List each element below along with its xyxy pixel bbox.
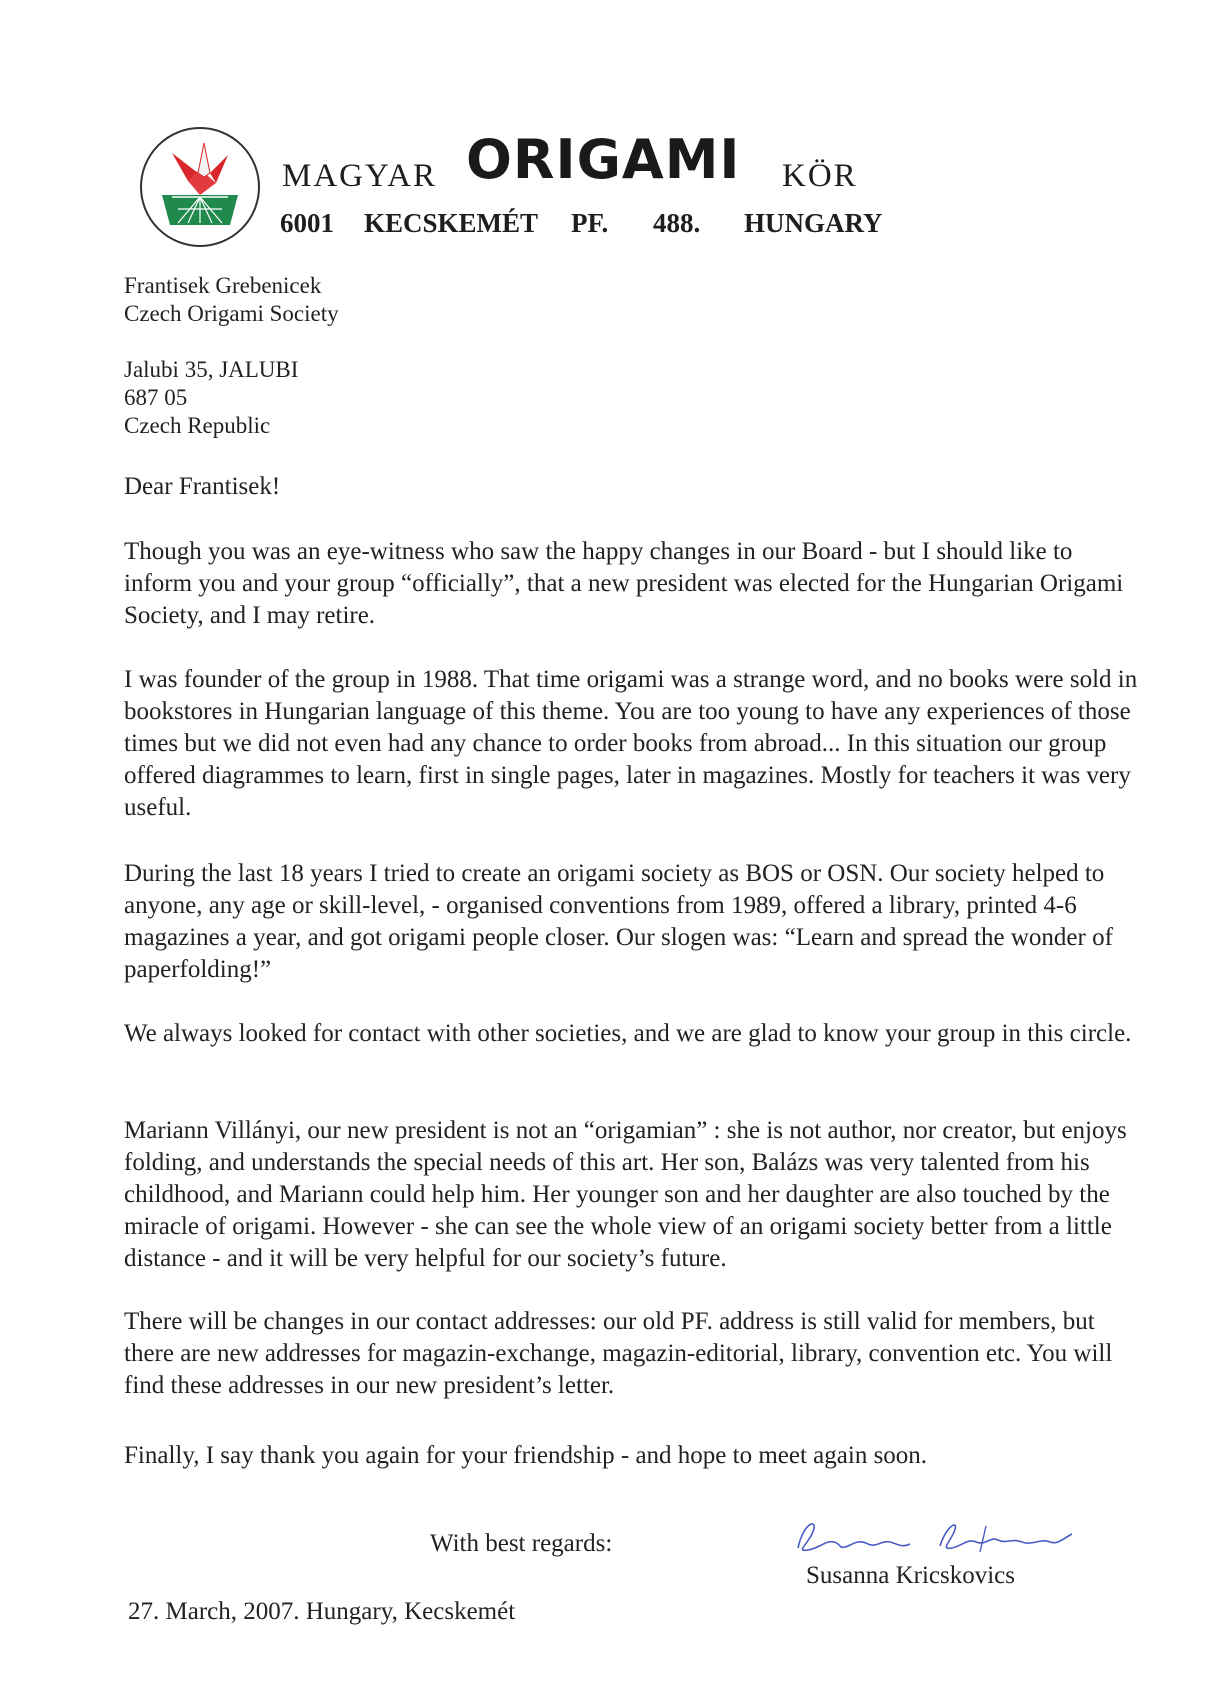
paragraph-thanks: Finally, I say thank you again for your friendship - and hope to meet again soon. xyxy=(124,1442,928,1469)
signer-name: Susanna Kricskovics xyxy=(806,1562,1015,1589)
paragraph-new-president: Mariann Villányi, our new president is not an “origamian” : she is not author, nor creator, but enjoys folding, and understands the special needs of this art. Her son, Balázs was very talented from his childhood, and Mariann could help him. Her younger son and her daughter are also touched by the miracle of origami. However - she can see the whole view of an origami society better from a little distance - and it will be very helpful for our society’s future. xyxy=(124,1117,1127,1272)
letterhead-kor: KÖR xyxy=(782,158,858,194)
handwritten-signature xyxy=(790,1512,1080,1560)
paragraph-announcement: Though you was an eye-witness who saw the happy changes in our Board - but I should like to inform you and your group “officially”, that a new president was elected for the Hungarian Origami Society, and I may retire. xyxy=(124,538,1124,629)
letterhead-postcode: 6001 xyxy=(280,208,334,238)
letterhead-country: HUNGARY xyxy=(744,208,883,238)
origami-crane-logo xyxy=(138,125,262,249)
recipient-country: Czech Republic xyxy=(124,413,271,438)
recipient-organisation: Czech Origami Society xyxy=(124,301,339,326)
letterhead-city: KECSKEMÉT xyxy=(364,208,539,238)
date-line: 27. March, 2007. Hungary, Kecskemét xyxy=(128,1598,516,1625)
recipient-name: Frantisek Grebenicek xyxy=(124,273,322,298)
letterhead-magyar: MAGYAR xyxy=(282,158,438,194)
paragraph-contacts: We always looked for contact with other societies, and we are glad to know your group in this circle. xyxy=(124,1020,1132,1047)
recipient-street: Jalubi 35, JALUBI xyxy=(124,357,299,382)
paragraph-address-changes: There will be changes in our contact addresses: our old PF. address is still valid for members, but there are new addresses for magazin-exchange, magazin-editorial, library, convention etc. You will find these addresses in our new president’s letter. xyxy=(124,1308,1113,1399)
paragraph-founding: I was founder of the group in 1988. That time origami was a strange word, and no books were sold in bookstores in Hungarian language of this theme. You are too young to have any experiences of those times but we did not even had any chance to order books from abroad... In this situation our group offered diagrammes to learn, first in single pages, later in magazines. Mostly for teachers it was very useful. xyxy=(124,666,1138,821)
letterhead-pf-number: 488. xyxy=(653,208,701,238)
letterhead-pf: PF. xyxy=(571,208,609,238)
greeting: Dear Frantisek! xyxy=(124,473,281,500)
recipient-postcode: 687 05 xyxy=(124,385,188,410)
letterhead-origami-logotype: ORIGAMI xyxy=(466,128,741,191)
closing-regards: With best regards: xyxy=(430,1530,613,1557)
paragraph-history: During the last 18 years I tried to create an origami society as BOS or OSN. Our society helped to anyone, any age or skill-level, - organised conventions from 1989, offered a library, printed 4-6 magazines a year, and got origami people closer. Our slogen was: “Learn and spread the wonder of paperfolding!” xyxy=(124,860,1113,983)
